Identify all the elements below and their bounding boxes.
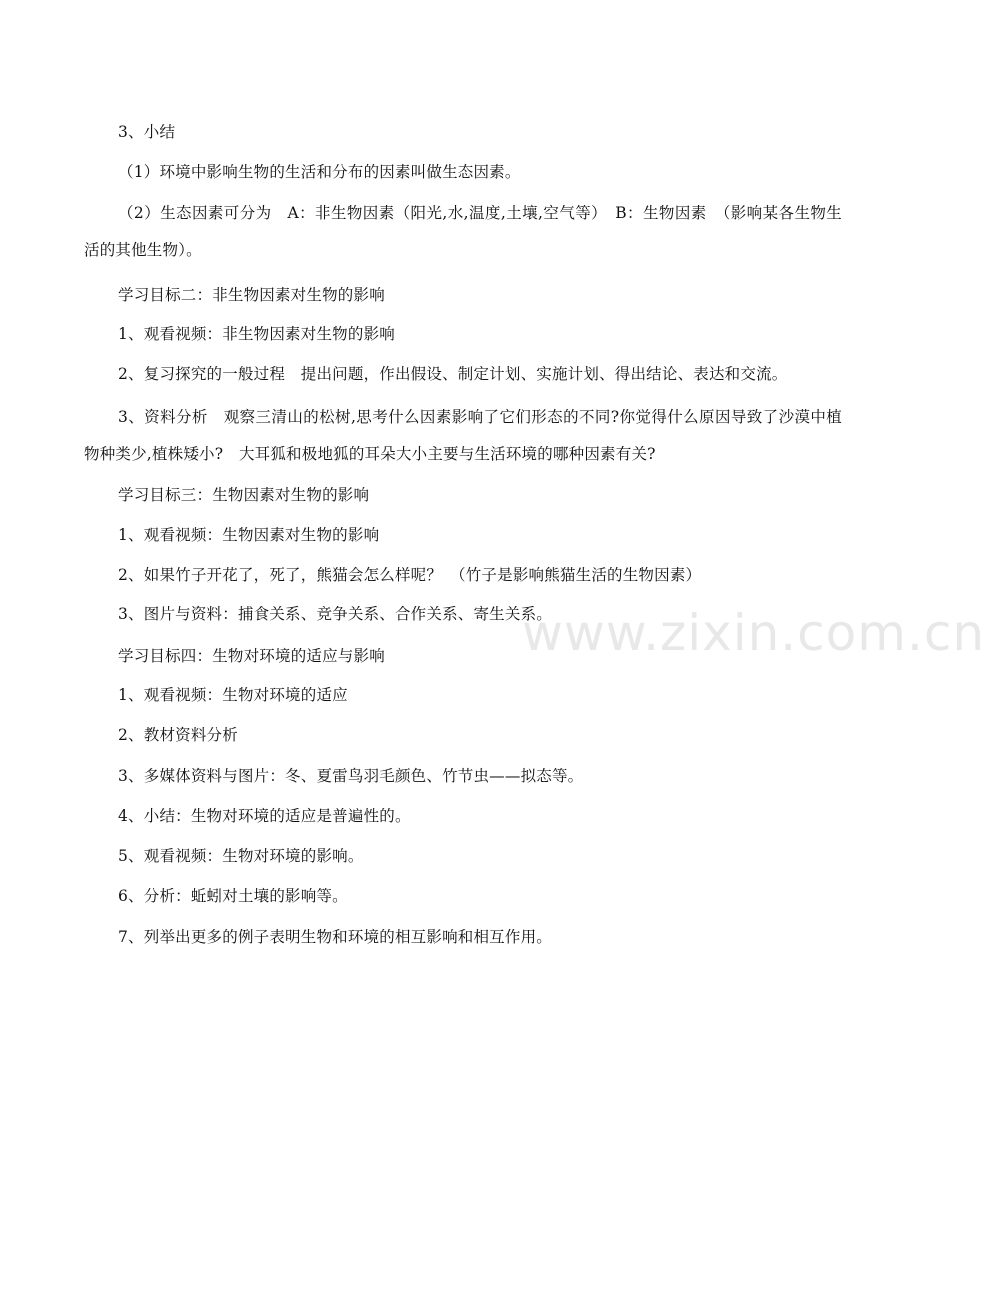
goal-3-item-2: 2、如果竹子开花了，死了，熊猫会怎么样呢？ （竹子是影响熊猫生活的生物因素） <box>118 566 702 584</box>
goal-4-item-6: 6、分析：蚯蚓对土壤的影响等。 <box>118 887 348 905</box>
goal-4-item-3: 3、多媒体资料与图片：冬、夏雷鸟羽毛颜色、竹节虫——拟态等。 <box>118 767 584 785</box>
goal-4-item-5: 5、观看视频：生物对环境的影响。 <box>118 847 364 865</box>
goal-4-title: 学习目标四：生物对环境的适应与影响 <box>118 647 385 665</box>
goal-4-item-1: 1、观看视频：生物对环境的适应 <box>118 686 348 704</box>
goal-2-item-3: 3、资料分析 观察三清山的松树,思考什么因素影响了它们形态的不同?你觉得什么原因导致了沙漠中植物种类少,植株矮小? 大耳狐和极地狐的耳朵大小主要与生活环境的哪种因素有关? <box>84 408 842 463</box>
goal-4-item-2: 2、教材资料分析 <box>118 726 238 744</box>
goal-3-title: 学习目标三：生物因素对生物的影响 <box>118 486 370 504</box>
goal-2-title: 学习目标二：非生物因素对生物的影响 <box>118 286 385 304</box>
goal-4-item-4: 4、小结：生物对环境的适应是普遍性的。 <box>118 807 411 825</box>
summary-point-1: （1）环境中影响生物的生活和分布的因素叫做生态因素。 <box>118 163 521 181</box>
summary-heading: 3、小结 <box>118 123 176 141</box>
goal-3-item-3: 3、图片与资料：捕食关系、竞争关系、合作关系、寄生关系。 <box>118 605 552 623</box>
watermark: www.zixin.com.cn <box>522 604 985 662</box>
goal-2-item-2: 2、复习探究的一般过程 提出问题，作出假设、制定计划、实施计划、得出结论、表达和交流。 <box>118 365 788 383</box>
summary-point-2: （2）生态因素可分为 A：非生物因素（阳光,水,温度,土壤,空气等） B：生物因素 （影响某各生物生活的其他生物）。 <box>84 204 842 259</box>
goal-3-item-1: 1、观看视频：生物因素对生物的影响 <box>118 526 380 544</box>
goal-2-item-1: 1、观看视频：非生物因素对生物的影响 <box>118 325 395 343</box>
goal-4-item-7: 7、列举出更多的例子表明生物和环境的相互影响和相互作用。 <box>118 928 552 946</box>
